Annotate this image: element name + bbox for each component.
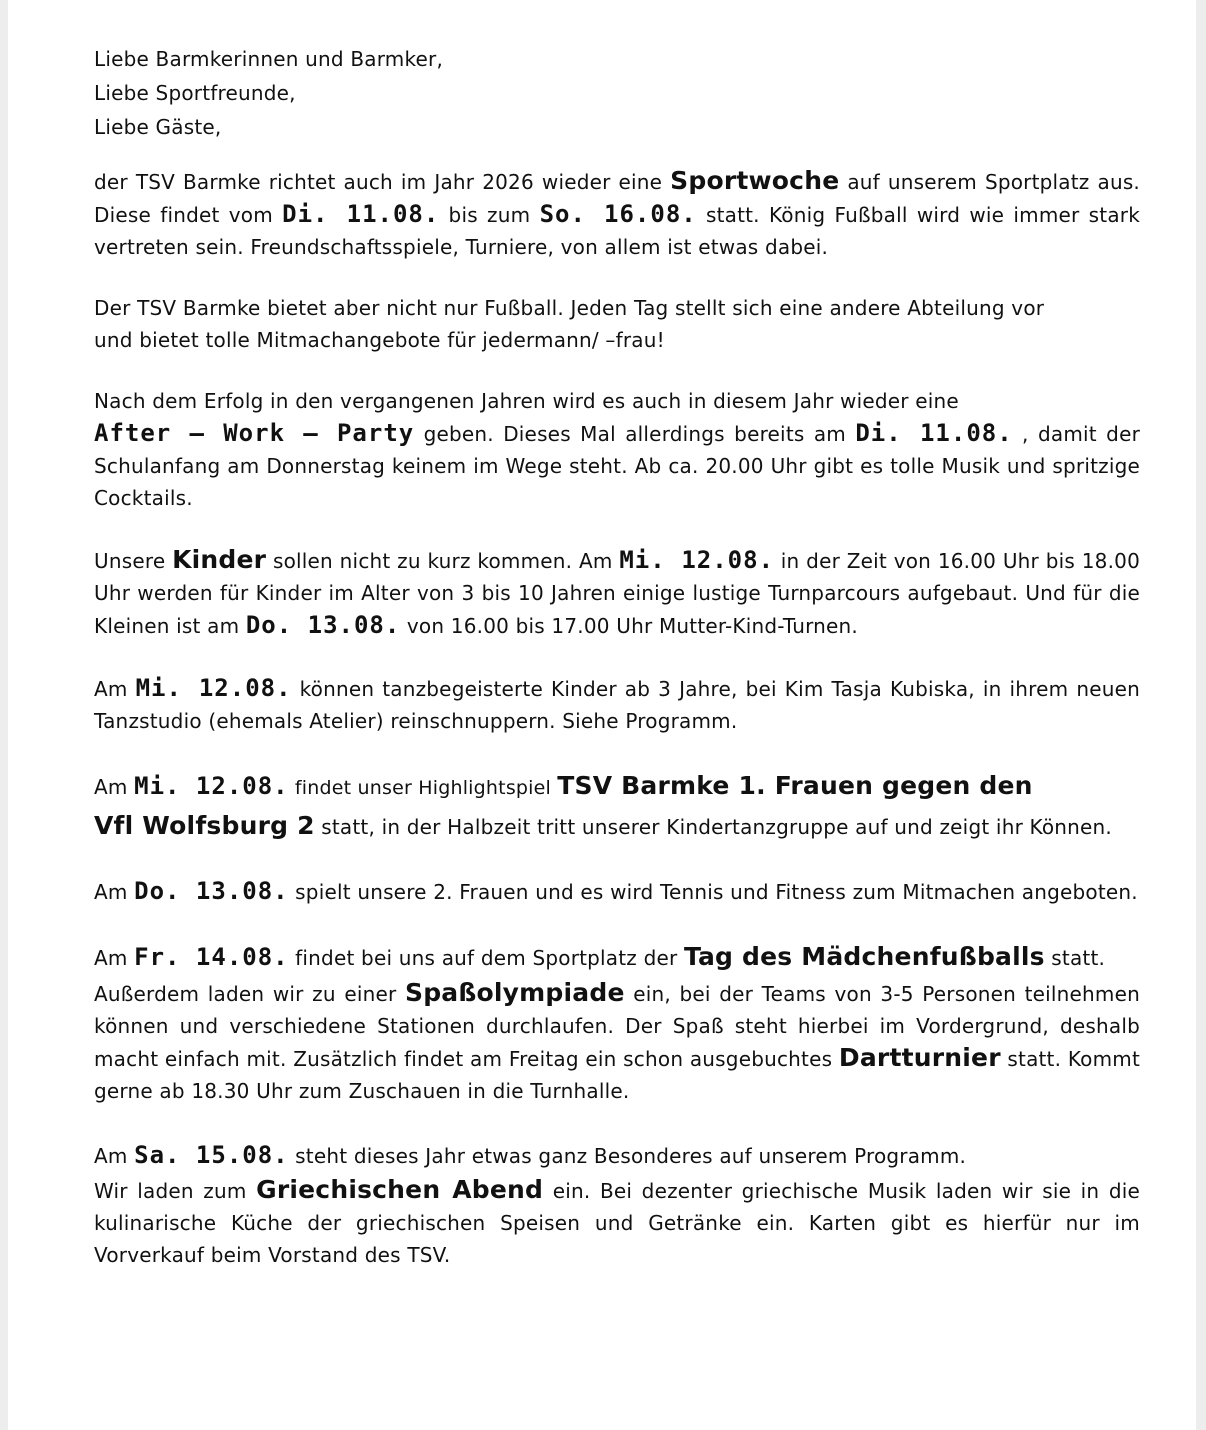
text: statt. König Fußball wird wie immer stark vertreten sein. Freundschaftsspiele, Turniere, von allem ist etwas dabei. bbox=[94, 203, 1141, 259]
date-start: Di. 11.08. bbox=[282, 200, 440, 228]
date: Mi. 12.08. bbox=[134, 772, 289, 800]
text: geben. Dieses Mal allerdings bereits am bbox=[414, 422, 856, 446]
text: ein. Bei dezenter griechische Musik laden wir sie in die kulinarische Küche der griechischen Speisen und Getränke ein. Karten gibt es hierfür nur im Vorverkauf beim Vorstand des TSV. bbox=[94, 1179, 1140, 1267]
text: von 16.00 bis 17.00 Uhr Mutter-Kind-Turnen. bbox=[400, 614, 858, 638]
text: statt, in der Halbzeit tritt unserer Kindertanzgruppe auf und zeigt ihr Können. bbox=[314, 815, 1112, 839]
highlight-maedchenfussball: Tag des Mädchenfußballs bbox=[683, 942, 1045, 971]
highlight-spassolympiade: Spaßolympiade bbox=[404, 978, 625, 1007]
text-line bbox=[94, 938, 1140, 977]
text: steht dieses Jahr etwas ganz Besonderes auf unserem Programm. bbox=[288, 1144, 967, 1168]
paragraph-tanzstudio bbox=[94, 672, 1140, 737]
date: Di. 11.08. bbox=[855, 419, 1013, 447]
text-block bbox=[94, 977, 1140, 1107]
text: Wir laden zum bbox=[94, 1179, 257, 1203]
highlight-match: TSV Barmke 1. Frauen gegen den bbox=[557, 771, 1033, 800]
document-page bbox=[8, 0, 1196, 1430]
highlight-match-opponent: Vfl Wolfsburg 2 bbox=[94, 811, 315, 840]
text: können tanzbegeisterte Kinder ab 3 Jahre, bei Kim Tasja Kubiska, in ihrem neuen Tanzstudio (ehemals Atelier) reinschnuppern. Siehe Programm. bbox=[94, 677, 1140, 733]
text: der TSV Barmke richtet auch im Jahr 2026 wieder eine bbox=[94, 170, 671, 194]
text: Unsere bbox=[94, 549, 173, 573]
text-line bbox=[94, 807, 1140, 846]
highlight-dartturnier: Dartturnier bbox=[838, 1043, 1001, 1072]
greeting-line: Liebe Barmkerinnen und Barmker, bbox=[94, 47, 444, 71]
text: statt. bbox=[1044, 946, 1106, 970]
text: ein, bei der Teams von 3-5 Personen teilnehmen können und verschiedene Stationen durchlaufen. Der Spaß steht hierbei im Vordergrund, deshalb macht einfach mit. Zusätzlich findet am Freitag ein schon ausgebuchtes bbox=[94, 982, 1140, 1071]
date: Mi. 12.08. bbox=[619, 546, 775, 574]
highlight-kinder: Kinder bbox=[172, 545, 267, 574]
date: Fr. 14.08. bbox=[134, 943, 289, 971]
date: Do. 13.08. bbox=[245, 611, 401, 639]
paragraph-griechischer-abend bbox=[94, 1137, 1140, 1271]
highlight-griechischer-abend: Griechischen Abend bbox=[256, 1175, 544, 1204]
text-line: Nach dem Erfolg in den vergangenen Jahren wird es auch in diesem Jahr wieder eine bbox=[94, 389, 959, 413]
greeting bbox=[94, 42, 1140, 144]
text: in der Zeit von 16.00 Uhr bis 18.00 Uhr werden für Kinder im Alter von 3 bis 10 Jahren einige lustige Turnparcours aufgebaut. Und für die Kleinen ist am bbox=[94, 549, 1141, 638]
text: Außerdem laden wir zu einer bbox=[94, 982, 405, 1006]
text: auf unserem Sportplatz aus. Diese findet vom bbox=[94, 170, 1140, 227]
text: findet bei uns auf dem Sportplatz der bbox=[288, 946, 684, 970]
letter-body bbox=[94, 42, 1140, 1271]
date: Sa. 15.08. bbox=[134, 1141, 289, 1169]
text-line: Der TSV Barmke bietet aber nicht nur Fußball. Jeden Tag stellt sich eine andere Abteilung vor bbox=[94, 296, 1045, 320]
text: statt. Kommt gerne ab 18.30 Uhr zum Zuschauen in die Turnhalle. bbox=[94, 1047, 1140, 1103]
paragraph-sportwoche bbox=[94, 165, 1140, 263]
highlight-party: After – Work – Party bbox=[94, 419, 415, 447]
paragraph-highlightspiel bbox=[94, 767, 1140, 846]
text: Am bbox=[94, 1144, 135, 1168]
text: Am bbox=[94, 880, 135, 904]
paragraph-after-work-party bbox=[94, 385, 1140, 514]
text: Am bbox=[94, 946, 135, 970]
text: findet unser Highlightspiel bbox=[288, 777, 558, 799]
paragraph-frauen-2 bbox=[94, 875, 1140, 908]
text: bis zum bbox=[439, 203, 540, 227]
text-block bbox=[94, 1174, 1140, 1271]
text: , damit der Schulanfang am Donnerstag keinem im Wege steht. Ab ca. 20.00 Uhr gibt es tolle Musik und spritzige Cocktails. bbox=[94, 422, 1140, 510]
greeting-line: Liebe Gäste, bbox=[94, 115, 222, 139]
paragraph-abteilungen bbox=[94, 292, 1140, 356]
text-line: und bietet tolle Mitmachangebote für jedermann/ –frau! bbox=[94, 328, 665, 352]
date-end: So. 16.08. bbox=[539, 200, 697, 228]
greeting-line: Liebe Sportfreunde, bbox=[94, 81, 296, 105]
date: Mi. 12.08. bbox=[135, 674, 292, 702]
text: Am bbox=[94, 775, 135, 799]
text-line bbox=[94, 1137, 1140, 1174]
paragraph-kinder bbox=[94, 544, 1140, 642]
text: Am bbox=[94, 677, 136, 701]
text-line bbox=[94, 767, 1140, 807]
text-block bbox=[94, 417, 1140, 514]
text: spielt unsere 2. Frauen und es wird Tennis und Fitness zum Mitmachen angeboten. bbox=[288, 880, 1138, 904]
highlight-sportwoche: Sportwoche bbox=[670, 166, 840, 195]
text: sollen nicht zu kurz kommen. Am bbox=[266, 549, 620, 573]
date: Do. 13.08. bbox=[134, 877, 289, 905]
paragraph-maedchenfussball bbox=[94, 938, 1140, 1107]
